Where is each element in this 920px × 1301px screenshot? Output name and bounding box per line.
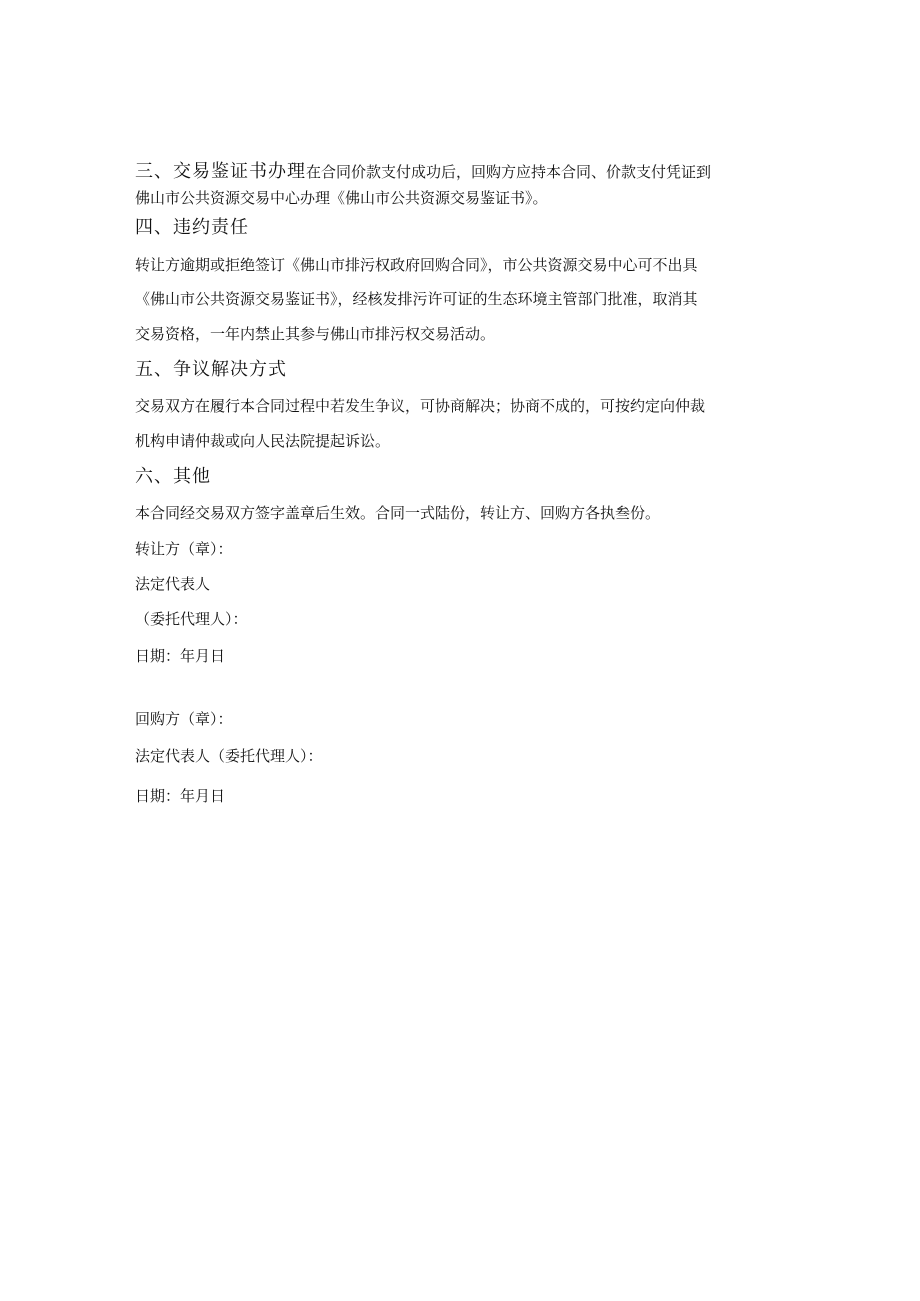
transferor-date-label: 日期：年月日 [135,647,226,665]
transferor-legal-rep-label: 法定代表人 [135,575,211,593]
transferor-agent-label: （委托代理人）： [135,610,248,628]
section-5-heading: 五、争议解决方式 [135,359,287,380]
section-6-line-1: 本合同经交易双方签字盖章后生效。合同一式陆份，转让方、回购方各执叁份。 [135,504,661,522]
buyer-date-label: 日期：年月日 [135,787,226,805]
section-3 [135,159,785,211]
section-5-line-2: 机构申请仲裁或向人民法院提起诉讼。 [135,432,391,450]
section-4-line-1: 转让方逾期或拒绝签订《佛山市排污权政府回购合同》，市公共资源交易中心可不出具 [135,256,698,274]
section-5-line-1: 交易双方在履行本合同过程中若发生争议，可协商解决；协商不成的，可按约定向仲裁 [135,397,706,415]
section-4-heading: 四、违约责任 [135,217,249,238]
transferor-seal-label: 转让方（章）： [135,540,233,558]
section-6-heading: 六、其他 [135,466,211,487]
section-3-text-line-1: 在合同价款支付成功后，回购方应持本合同、价款支付凭证到 [306,163,712,181]
buyer-seal-label: 回购方（章）： [135,710,233,728]
buyer-legal-rep-label: 法定代表人（委托代理人）： [135,747,323,765]
section-3-text-line-2: 佛山市公共资源交易中心办理《佛山市公共资源交易鉴证书》。 [135,189,548,207]
section-3-heading: 三、交易鉴证书办理 [135,161,306,182]
section-4-line-3: 交易资格，一年内禁止其参与佛山市排污权交易活动。 [135,325,496,343]
section-4-line-2: 《佛山市公共资源交易鉴证书》，经核发排污许可证的生态环境主管部门批准，取消其 [135,290,698,308]
